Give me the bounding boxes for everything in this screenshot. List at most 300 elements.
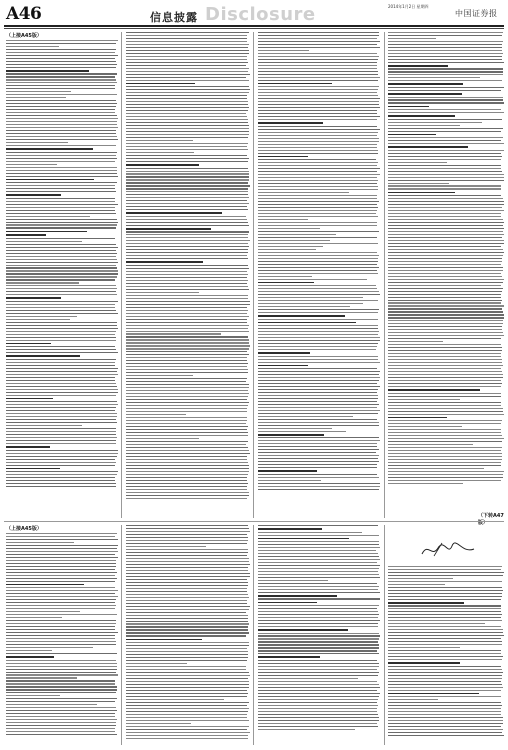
text-line — [126, 258, 248, 259]
text-line — [258, 261, 378, 262]
text-line — [258, 480, 321, 481]
text-line — [6, 587, 115, 588]
text-line — [388, 32, 503, 33]
text-line — [126, 420, 247, 421]
text-line — [388, 426, 462, 427]
text-line — [126, 59, 247, 60]
text-line — [126, 331, 249, 332]
text-line — [388, 237, 502, 238]
text-line — [126, 669, 246, 670]
text-line — [126, 438, 199, 439]
text-line — [6, 462, 116, 463]
text-line — [258, 126, 377, 127]
text-line — [258, 285, 376, 286]
text-line — [126, 295, 248, 296]
text-line — [388, 90, 501, 91]
text-line — [258, 413, 378, 414]
text-line — [258, 386, 380, 387]
text-line — [388, 681, 501, 682]
text-line — [6, 207, 115, 208]
text-line — [126, 107, 249, 108]
text-line — [6, 683, 115, 684]
text-line — [6, 731, 115, 732]
text-line — [126, 234, 248, 235]
text-line — [126, 459, 247, 460]
text-line — [258, 300, 378, 301]
text-line — [258, 467, 377, 468]
text-line — [388, 365, 503, 366]
text-line — [258, 702, 377, 703]
text-line — [258, 104, 379, 105]
text-line — [258, 431, 346, 432]
text-line — [6, 188, 115, 189]
text-line — [388, 185, 501, 186]
text-line — [6, 465, 115, 466]
text-line — [6, 103, 117, 104]
text-line — [258, 428, 332, 429]
text-line — [388, 405, 501, 406]
text-line — [126, 307, 247, 308]
text-line — [388, 320, 503, 321]
text-line — [388, 696, 501, 697]
text-line — [126, 128, 249, 129]
text-line — [6, 349, 116, 350]
text-line — [126, 678, 248, 679]
text-line — [258, 410, 380, 411]
text-line — [388, 329, 502, 330]
text-line — [258, 303, 363, 304]
text-line — [258, 544, 379, 545]
text-line — [388, 402, 501, 403]
text-line — [126, 576, 250, 577]
text-line — [388, 134, 436, 136]
text-line — [126, 632, 249, 633]
text-line — [258, 356, 378, 357]
text-line — [126, 657, 248, 658]
text-line — [126, 255, 247, 256]
text-line — [126, 567, 248, 568]
text-line — [6, 238, 115, 239]
text-line — [258, 374, 379, 375]
text-line — [126, 623, 249, 624]
text-line — [388, 732, 502, 733]
text-line — [388, 44, 502, 45]
text-line — [6, 325, 117, 326]
text-line — [388, 350, 502, 351]
text-line — [126, 322, 247, 323]
text-line — [126, 729, 247, 730]
text-line — [6, 273, 118, 274]
text-line — [388, 195, 501, 196]
text-line — [258, 681, 377, 682]
text-line — [388, 112, 504, 113]
text-line — [388, 656, 503, 657]
text-line — [6, 410, 115, 411]
text-line — [6, 401, 117, 402]
text-line — [6, 204, 118, 205]
text-line — [388, 258, 502, 259]
text-line — [6, 362, 115, 363]
text-line — [258, 653, 379, 654]
text-column-2 — [126, 32, 250, 516]
column-divider — [121, 32, 122, 518]
text-line — [126, 720, 249, 721]
text-line — [388, 480, 501, 481]
text-line — [6, 368, 118, 369]
text-line — [388, 128, 503, 129]
text-line — [126, 38, 247, 39]
text-line — [6, 644, 116, 645]
text-line — [258, 255, 379, 256]
text-line — [6, 486, 116, 487]
text-line — [258, 620, 380, 621]
text-line — [258, 77, 380, 78]
text-line — [126, 621, 248, 622]
text-line — [258, 365, 308, 367]
text-line — [126, 336, 248, 337]
text-line — [258, 528, 322, 530]
text-line — [6, 355, 80, 357]
text-line — [126, 465, 249, 466]
text-line — [388, 456, 502, 457]
text-line — [6, 446, 50, 448]
text-line — [258, 234, 336, 235]
text-line — [126, 552, 248, 553]
article-divider — [4, 521, 504, 522]
text-line — [258, 186, 378, 187]
text-line — [6, 536, 115, 537]
text-line — [6, 152, 117, 153]
handwritten-signature — [418, 540, 478, 560]
text-line — [258, 696, 379, 697]
text-line — [258, 315, 345, 317]
text-line — [126, 191, 248, 192]
text-line — [388, 143, 504, 144]
text-line — [6, 554, 115, 555]
text-line — [258, 422, 379, 423]
text-line — [258, 156, 308, 158]
text-line — [388, 168, 501, 169]
text-line — [6, 698, 117, 699]
text-line — [126, 474, 248, 475]
text-line — [258, 461, 379, 462]
text-line — [6, 581, 115, 582]
text-line — [6, 179, 94, 181]
text-line — [258, 486, 380, 487]
text-line — [6, 560, 116, 561]
text-line — [388, 65, 448, 67]
text-line — [6, 319, 70, 320]
text-line — [6, 734, 117, 735]
page-header — [0, 0, 508, 30]
text-line — [388, 131, 501, 132]
text-line — [126, 648, 247, 649]
text-line — [6, 719, 117, 720]
text-line — [6, 115, 117, 116]
text-line — [126, 316, 249, 317]
text-line — [126, 732, 250, 733]
text-line — [126, 47, 248, 48]
text-line — [6, 689, 117, 690]
text-line — [388, 41, 503, 42]
text-line — [258, 541, 379, 542]
text-line — [6, 76, 115, 77]
text-line — [126, 660, 247, 661]
text-line — [126, 182, 248, 183]
text-line — [258, 273, 378, 274]
text-line — [6, 413, 117, 414]
text-line — [6, 331, 116, 332]
text-line — [126, 498, 247, 499]
text-line — [126, 642, 249, 643]
text-line — [258, 617, 378, 618]
text-line — [258, 352, 310, 354]
text-line — [126, 225, 249, 226]
text-line — [126, 176, 249, 177]
text-line — [258, 371, 380, 372]
text-line — [126, 116, 247, 117]
text-line — [388, 389, 480, 391]
text-line — [126, 546, 206, 547]
text-line — [258, 47, 380, 48]
text-line — [258, 571, 378, 572]
text-line — [388, 56, 502, 57]
text-line — [388, 377, 503, 378]
text-line — [6, 416, 117, 417]
text-line — [126, 687, 249, 688]
text-line — [258, 270, 377, 271]
text-line — [126, 390, 248, 391]
text-line — [126, 179, 249, 180]
text-line — [126, 450, 249, 451]
text-line — [258, 198, 377, 199]
text-line — [126, 714, 247, 715]
text-line — [388, 675, 502, 676]
text-line — [388, 566, 502, 567]
text-line — [258, 489, 379, 490]
text-line — [258, 207, 378, 208]
text-line — [126, 122, 248, 123]
text-line — [388, 273, 501, 274]
text-line — [258, 195, 377, 196]
text-line — [388, 198, 503, 199]
text-line — [258, 50, 309, 51]
text-line — [6, 672, 116, 673]
text-line — [258, 74, 378, 75]
text-line — [6, 398, 53, 400]
text-line — [388, 119, 502, 120]
text-line — [126, 171, 249, 172]
text-line — [126, 56, 247, 57]
text-line — [126, 53, 249, 54]
column-divider — [121, 525, 122, 745]
text-line — [388, 687, 503, 688]
text-line — [388, 183, 449, 184]
text-line — [388, 383, 502, 384]
text-line — [258, 322, 356, 324]
text-line — [6, 638, 115, 639]
text-line — [6, 61, 116, 62]
text-line — [258, 717, 379, 718]
text-line — [6, 620, 116, 621]
text-line — [388, 47, 502, 48]
text-line — [126, 423, 246, 424]
text-line — [388, 87, 504, 88]
text-line — [388, 326, 502, 327]
text-line — [6, 340, 116, 341]
text-line — [258, 577, 380, 578]
text-line — [258, 264, 377, 265]
text-line — [388, 666, 501, 667]
text-line — [388, 332, 503, 333]
text-line — [126, 600, 247, 601]
text-line — [126, 325, 249, 326]
text-line — [258, 565, 380, 566]
text-line — [258, 165, 377, 166]
text-line — [388, 399, 460, 400]
text-line — [388, 174, 504, 175]
text-line — [126, 528, 249, 529]
text-line — [6, 590, 118, 591]
text-line — [126, 384, 249, 385]
text-line — [6, 49, 116, 50]
text-line — [6, 545, 118, 546]
text-line — [388, 474, 503, 475]
text-line — [388, 308, 502, 309]
text-line — [6, 365, 115, 366]
text-line — [126, 615, 248, 616]
text-line — [126, 44, 249, 45]
text-line — [258, 434, 324, 436]
text-line — [126, 369, 248, 370]
text-line — [258, 306, 350, 307]
text-line — [126, 387, 249, 388]
text-line — [258, 119, 377, 120]
text-line — [126, 89, 250, 90]
text-line — [388, 297, 501, 298]
text-line — [6, 611, 80, 612]
text-line — [388, 323, 503, 324]
text-line — [6, 112, 115, 113]
text-line — [258, 110, 377, 111]
text-line — [126, 635, 246, 636]
text-line — [6, 91, 71, 92]
text-line — [126, 606, 250, 607]
text-line — [6, 395, 116, 396]
text-line — [388, 659, 502, 660]
text-line — [388, 699, 438, 700]
text-line — [6, 121, 117, 122]
text-line — [6, 425, 82, 426]
text-line — [126, 77, 246, 78]
text-line — [126, 675, 250, 676]
text-line — [126, 408, 247, 409]
text-line — [258, 325, 378, 326]
text-line — [388, 368, 501, 369]
text-line — [258, 32, 379, 33]
text-line — [388, 584, 445, 585]
text-line — [388, 317, 504, 318]
text-line — [126, 68, 249, 69]
text-line — [126, 426, 248, 427]
text-line — [258, 228, 320, 229]
text-line — [6, 548, 117, 549]
text-line — [126, 265, 248, 266]
text-line — [258, 626, 378, 627]
text-line — [126, 558, 249, 559]
text-line — [6, 374, 118, 375]
text-line — [388, 617, 501, 618]
text-line — [258, 95, 378, 96]
text-line — [126, 219, 247, 220]
text-line — [258, 38, 377, 39]
text-line — [258, 449, 379, 450]
continued-from-tag: （上接A45版） — [6, 526, 42, 532]
text-line — [126, 489, 247, 490]
text-line — [388, 641, 502, 642]
text-line — [258, 312, 378, 313]
text-line — [6, 343, 51, 345]
text-line — [388, 717, 503, 718]
text-line — [388, 188, 501, 189]
text-line — [6, 647, 93, 648]
text-line — [388, 614, 502, 615]
text-line — [258, 650, 377, 651]
text-line — [258, 44, 377, 45]
text-line — [126, 185, 250, 186]
text-line — [258, 666, 379, 667]
text-line — [388, 396, 501, 397]
text-line — [6, 617, 62, 618]
text-line — [258, 605, 379, 606]
text-line — [126, 194, 248, 195]
column-divider — [384, 32, 385, 518]
text-line — [6, 262, 118, 263]
text-line — [258, 553, 378, 554]
text-line — [258, 395, 378, 396]
text-line — [258, 65, 377, 66]
text-line — [258, 678, 358, 679]
text-line — [258, 162, 378, 163]
text-line — [126, 342, 249, 343]
text-line — [6, 182, 117, 183]
header-rule-thin — [4, 28, 504, 29]
text-line — [126, 444, 246, 445]
text-line — [388, 647, 460, 648]
text-line — [6, 704, 97, 705]
text-line — [6, 170, 117, 171]
text-line — [126, 228, 211, 230]
text-line — [126, 699, 224, 700]
text-line — [126, 363, 248, 364]
column-divider — [384, 525, 385, 745]
text-line — [258, 452, 376, 453]
text-line — [126, 618, 248, 619]
text-line — [388, 590, 503, 591]
text-line — [126, 726, 249, 727]
text-line — [126, 345, 250, 346]
text-line — [126, 540, 248, 541]
text-line — [388, 97, 503, 98]
text-line — [258, 56, 379, 57]
text-line — [258, 663, 379, 664]
text-line — [6, 419, 116, 420]
text-line — [388, 408, 503, 409]
text-line — [6, 660, 116, 661]
continued-from-tag: （上接A45版） — [6, 33, 42, 39]
text-line — [126, 41, 247, 42]
text-line — [126, 531, 250, 532]
